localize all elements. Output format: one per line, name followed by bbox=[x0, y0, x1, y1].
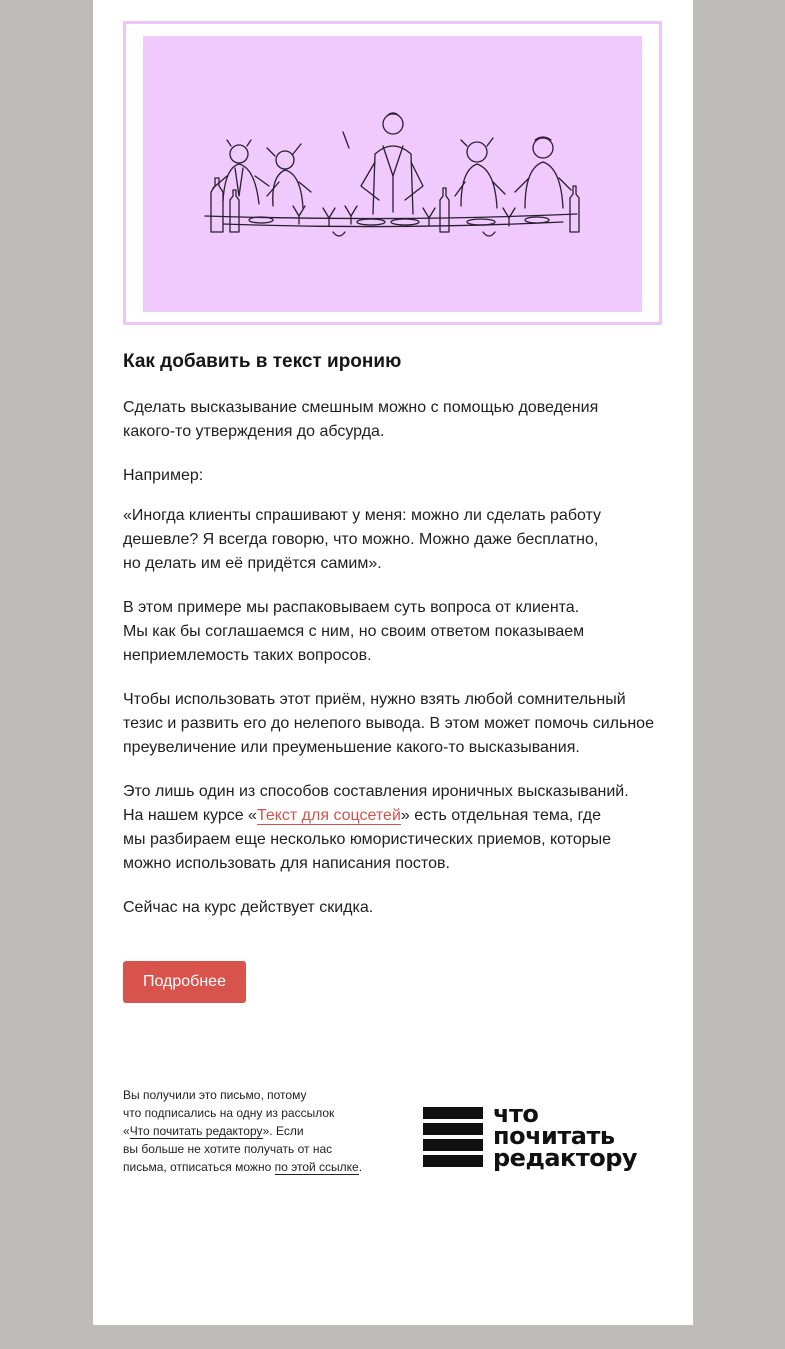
unsubscribe-link[interactable]: по этой ссылке bbox=[274, 1160, 359, 1174]
paragraph-explanation: В этом примере мы распаковываем суть вопроса от клиента. Мы как бы соглашаемся с ним, но своим ответом показываем неприемлемость таких вопросов. bbox=[123, 599, 585, 664]
paragraph-course: Это лишь один из способов составления ироничных высказываний. На нашем курсе «Текст для соцсетей» есть отдельная тема, где мы разбираем еще несколько юмористических приемов, которые можно использовать для написания постов. bbox=[123, 783, 629, 872]
paragraph-discount: Сейчас на курс действует скидка. bbox=[123, 899, 374, 916]
newsletter-link[interactable]: Что почитать редактору bbox=[129, 1124, 263, 1138]
paragraph-quote: «Иногда клиенты спрашивают у меня: можно ли сделать работу дешевле? Я всегда говорю, что можно. Можно даже бесплатно, но делать им её придётся самим». bbox=[123, 507, 602, 572]
logo-bars-icon bbox=[423, 1107, 483, 1167]
hero-illustration bbox=[143, 36, 642, 312]
hero-illustration-frame bbox=[123, 21, 662, 325]
dinner-party-illustration bbox=[143, 36, 642, 312]
logo-wordmark: что почитать редактору bbox=[493, 1100, 638, 1172]
paragraph-example-label: Например: bbox=[123, 467, 204, 484]
more-details-button[interactable]: Подробнее bbox=[123, 961, 246, 1003]
footer-notice: Вы получили это письмо, потому что подписались на одну из рассылок «Что почитать редактору». Если вы больше не хотите получать от нас письма, отписаться можно по этой ссылке. bbox=[123, 1088, 363, 1174]
article-body bbox=[123, 396, 668, 920]
paragraph-intro: Сделать высказывание смешным можно с помощью доведения какого-то утверждения до абсурда. bbox=[123, 399, 599, 440]
course-link[interactable]: Текст для соцсетей bbox=[256, 807, 401, 824]
paragraph-technique: Чтобы использовать этот приём, нужно взять любой сомнительный тезис и развить его до нелепого вывода. В этом может помочь сильное преувеличение или преуменьшение какого-то высказывания. bbox=[123, 691, 654, 756]
email-body bbox=[93, 0, 693, 1325]
article-title: Как добавить в текст иронию bbox=[123, 351, 402, 372]
brand-logo bbox=[423, 1100, 658, 1173]
